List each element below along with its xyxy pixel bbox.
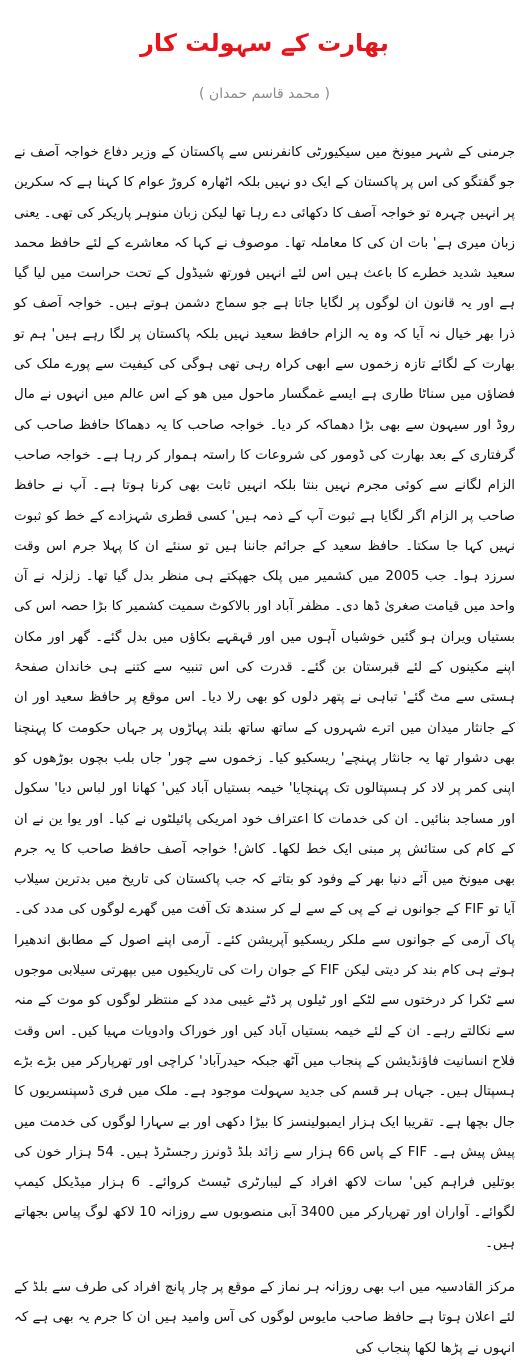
article-body <box>14 138 515 1364</box>
article-title: بھارت کے سہولت کار <box>140 29 389 57</box>
article-paragraph: مرکز القادسیہ میں اب بھی روزانہ ہر نماز کے موقع پر چار پانچ افراد کی طرف سے بلڈ کے لئے اعلان ہوتا ہے حافظ صاحب مایوس لوگوں کی آس وامید ہیں ان کا جرم یہ بھی ہے کہ انہوں نے پڑھا لکھا پنجاب کی <box>14 1279 515 1356</box>
article-byline: ( محمد قاسم حمدان ) <box>199 86 330 102</box>
paragraph-spacer <box>14 1259 515 1273</box>
article-paragraph: جرمنی کے شہر میونخ میں سیکیورٹی کانفرنس سے پاکستان کے وزیر دفاع خواجہ آصف نے جو گفتگو کی اس پر پاکستان کے ایک دو نہیں بلکہ اٹھارہ کروڑ عوام کا کہنا ہے کہ سکرین پر انہیں چہرہ تو خواجہ آصف کا دکھائی دے رہا تھا لیکن زبان منوہر پاریکر کی تھی۔ یعنی زبان میری ہے' بات ان کی کا معاملہ تھا۔ موصوف نے کہا کہ معاشرے کے لئے حافظ محمد سعید شدید خطرے کا باعث ہیں اس لئے انہیں فورتھ شیڈول کے تحت حراست میں لیا گیا ہے اور یہ قانون ان لوگوں پر لگایا جاتا ہے جو سماج دشمن ہوتے ہیں۔ خواجہ آصف کو ذرا بھر خیال نہ آیا کہ وہ یہ الزام حافظ سعید نہیں بلکہ پاکستان پر لگا رہے ہیں' ہم تو بھارت کے لگائے تازہ زخموں سے ابھی کراہ رہی تھی ہوگی کی کیفیت سے پورے ملک کی فضاؤں میں سناٹا طاری ہے ایسے غمگسار ماحول میں ھو کے اس عالم میں انہوں نے مال روڈ اور سیہون سے بھی بڑا دھماکہ کر دیا۔ خواجہ صاحب کا یہ دھماکا حافظ صاحب کی گرفتاری کے بعد بھارت کی ڈومور کی شروعات کا راستہ ہموار کر رہا ہے۔ خواجہ صاحب الزام لگانے سے کوئی مجرم نہیں بنتا بلکہ انہیں ثابت بھی کرنا ہوتا ہے۔ آپ نے حافظ صاحب پر الزام اگر لگایا ہے ثبوت آپ کے ذمہ ہیں' کسی قطری شہزادے کے خط کو ثبوت نہیں کہا جا سکتا۔ حافظ سعید کے جرائم جاننا ہیں تو سنئے ان کا پہلا جرم اس وقت سرزد ہوا۔ جب 2005 میں کشمیر میں پلک جھپکتے ہی منظر بدل گیا تھا۔ زلزلہ نے آن واحد میں قیامت صغریٰ ڈھا دی۔ مظفر آباد اور بالاکوٹ سمیت کشمیر کا بڑا حصہ اس کی بستیاں ویران ہو گئیں خوشیاں آہوں میں اور قہقہے بکاؤں میں بدل گئے۔ گھر اور مکان اپنے مکینوں کے لئے قبرستان بن گئے۔ قدرت کی اس تنبیہ سے کتنے ہی خاندان صفحۂ ہستی سے مٹ گئے' تباہی نے پتھر دلوں کو بھی رلا دیا۔ اس موقع پر حافظ سعید اور ان کے جانثار میدان میں اترے شہروں کے ساتھ ساتھ بلند پہاڑوں پر جہاں حکومت کا پہنچنا بھی دشوار تھا یہ جانثار پہنچے' ریسکیو کیا۔ زخموں سے چور' جاں بلب بچوں بوڑھوں کو اپنی کمر پر لاد کر ہسپتالوں تک پہنچایا' خیمہ بستیاں آباد کیں' کھانا اور لباس دیا' سکول اور مساجد بنائیں۔ ان کی خدمات کا اعتراف خود امریکی پائیلٹوں نے کیا۔ اور یوا ین نے ان کے کام کی ستائش پر مبنی ایک خط لکھا۔ کاش! خواجہ آصف حافظ صاحب کا یہ جرم بھی میونخ میں آئے دنیا بھر کے وفود کو بتاتے کہ جب پاکستان کی تاریخ میں بدترین سیلاب آیا تو FIF کے جوانوں نے کے پی کے سے لے کر سندھ تک آفت میں گھرے لوگوں کی مدد کی۔ پاک آرمی کے جوانوں سے ملکر ریسکیو آپریشن کئے۔ آرمی اپنے اصول کے مطابق اندھیرا ہوتے ہی کام بند کر دیتی لیکن FIF کے جوان رات کی تاریکیوں میں بپھرتی سیلابی موجوں سے ٹکرا کر درختوں سے لٹکے اور ٹیلوں پر ڈٹے غیبی مدد کے منتظر لوگوں کو موت کے منہ سے نکالتے رہے۔ ان کے لئے خیمہ بستیاں آباد کیں اور خوراک وادویات مہیا کیں۔ اس وقت فلاح انسانیت فاؤنڈیشن کے پنجاب میں آٹھ جبکہ حیدرآباد' کراچی اور تھرپارکر میں بڑے بڑے ہسپتال ہیں۔ جہاں ہر قسم کی جدید سہولت موجود ہے۔ ملک میں فری ڈسپنسریوں کا جال بچھا ہے۔ تقریبا ایک ہزار ایمبولینسز کا بیڑا دکھی اور بے سہارا لوگوں کی خدمت میں پیش پیش ہے۔ FIF کے پاس 66 ہزار سے زائد بلڈ ڈونرز رجسٹرڈ ہیں۔ 54 ہزار خون کی بوتلیں فراہم کیں' سات لاکھ افراد کے لیبارٹری ٹیسٹ کروائے۔ 6 ہزار میڈیکل کیمپ لگوائے۔ آواران اور تھرپارکر میں 3400 آبی منصوبوں سے روزانہ 10 لاکھ لوگ پیاس بجھاتے ہیں۔ <box>14 145 516 1251</box>
